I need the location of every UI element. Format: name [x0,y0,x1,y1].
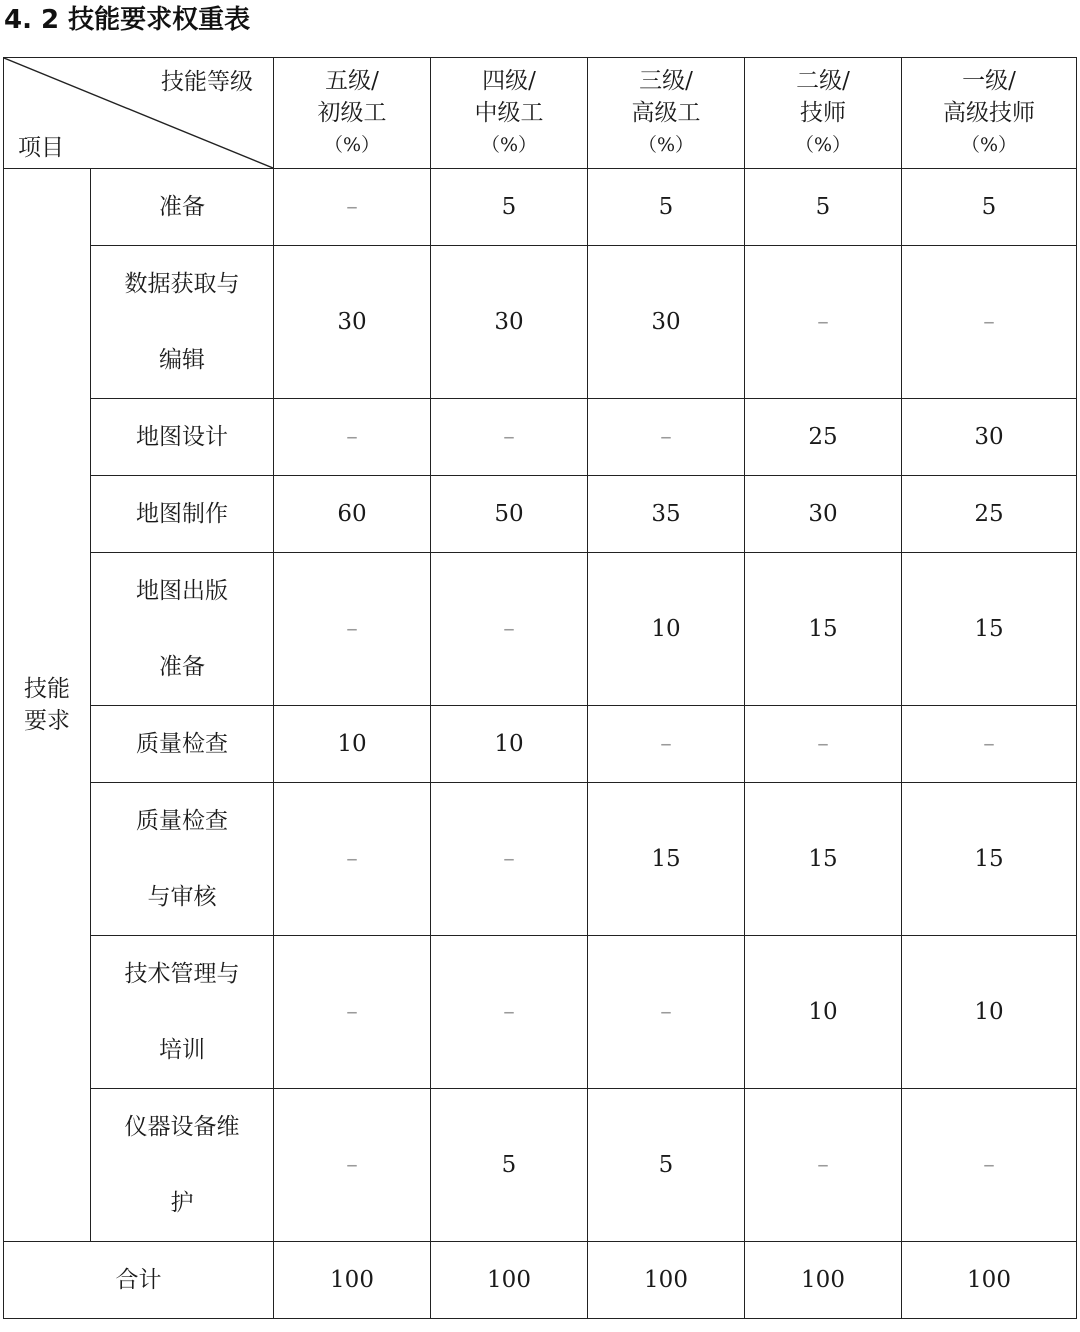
diagonal-header-cell [4,58,274,169]
weight-cell: – [274,553,431,706]
weight-cell: – [588,936,745,1089]
level-header-line1: 三级/ [639,68,693,94]
item-name: 质量检查 [136,731,228,757]
item-name: 数据获取与 [124,271,240,297]
weight-cell: 5 [431,1089,588,1242]
item-name-cell [91,399,274,476]
weight-cell: 15 [902,783,1077,936]
table-row [4,246,1077,399]
level-header-line2: 高级技师 [943,100,1035,126]
skill-level-label: 技能等级 [161,69,253,95]
weight-cell: – [431,936,588,1089]
level-header-4 [745,58,902,169]
skill-weight-table [3,57,1077,1319]
table-row [4,553,1077,706]
level-header-line2: 高级工 [631,100,701,126]
table-row [4,936,1077,1089]
total-cell: 100 [902,1242,1077,1319]
weight-cell: 25 [902,476,1077,553]
item-name-cell [91,783,274,936]
weight-cell: – [745,246,902,399]
weight-cell: – [745,706,902,783]
level-header-line1: 五级/ [325,68,379,94]
weight-cell: – [274,1089,431,1242]
table-row [4,706,1077,783]
table-row [4,476,1077,553]
group-label: 技能 [24,676,70,702]
weight-cell: 10 [745,936,902,1089]
level-header-line2: 初级工 [317,100,387,126]
level-header-3 [588,58,745,169]
weight-cell: 5 [902,169,1077,246]
item-name: 质量检查 [136,808,228,834]
item-name: 与审核 [147,884,217,910]
level-header-unit: （%） [480,134,538,156]
page-title: 4. 2 技能要求权重表 [4,5,251,35]
group-label: 要求 [24,708,70,734]
weight-cell: 25 [745,399,902,476]
weight-cell: 30 [902,399,1077,476]
item-name: 地图设计 [136,424,228,450]
weight-cell: – [431,783,588,936]
level-header-1 [274,58,431,169]
item-name: 编辑 [159,347,205,373]
weight-cell: 60 [274,476,431,553]
item-name-cell [91,706,274,783]
weight-cell: 10 [588,553,745,706]
item-name-cell [91,476,274,553]
level-header-unit: （%） [960,134,1018,156]
level-header-line1: 四级/ [482,68,536,94]
item-name: 仪器设备维 [124,1114,240,1140]
total-cell: 100 [274,1242,431,1319]
level-header-5 [902,58,1077,169]
weight-cell: 15 [745,783,902,936]
level-header-line2: 中级工 [474,100,544,126]
level-header-line1: 二级/ [796,68,850,94]
weight-cell: – [274,169,431,246]
weight-cell: – [588,706,745,783]
total-row [4,1242,1077,1319]
item-label: 项目 [18,135,64,161]
weight-cell: 5 [588,1089,745,1242]
item-name: 地图制作 [136,501,228,527]
total-label: 合计 [4,1242,274,1319]
total-cell: 100 [431,1242,588,1319]
weight-cell: – [902,706,1077,783]
weight-cell: – [431,399,588,476]
item-name: 地图出版 [136,578,228,604]
item-name: 准备 [159,654,205,680]
level-header-unit: （%） [794,134,852,156]
item-name-cell [91,936,274,1089]
total-cell: 100 [745,1242,902,1319]
table-row [4,169,1077,246]
weight-cell: 10 [274,706,431,783]
weight-cell: – [274,399,431,476]
total-cell: 100 [588,1242,745,1319]
weight-cell: 30 [431,246,588,399]
level-header-unit: （%） [637,134,695,156]
item-name: 护 [170,1190,194,1216]
table-row [4,1089,1077,1242]
weight-cell: 35 [588,476,745,553]
item-name-cell [91,1089,274,1242]
weight-cell: 5 [745,169,902,246]
weight-cell: – [588,399,745,476]
level-header-unit: （%） [323,134,381,156]
weight-cell: 10 [431,706,588,783]
weight-cell: – [745,1089,902,1242]
header-row [4,58,1077,169]
weight-cell: – [902,1089,1077,1242]
item-name-cell [91,169,274,246]
weight-cell: 5 [588,169,745,246]
level-header-line1: 一级/ [962,68,1016,94]
level-header-2 [431,58,588,169]
weight-cell: – [902,246,1077,399]
weight-cell: – [431,553,588,706]
weight-cell: 30 [745,476,902,553]
weight-cell: 30 [274,246,431,399]
group-label-cell [4,169,91,1242]
level-header-line2: 技师 [800,100,846,126]
item-name: 技术管理与 [124,961,240,987]
weight-cell: 15 [745,553,902,706]
weight-cell: 50 [431,476,588,553]
weight-cell: 30 [588,246,745,399]
item-name: 准备 [159,194,205,220]
weight-cell: 15 [588,783,745,936]
weight-cell: – [274,936,431,1089]
weight-cell: – [274,783,431,936]
table-row [4,783,1077,936]
weight-cell: 15 [902,553,1077,706]
weight-cell: 10 [902,936,1077,1089]
weight-cell: 5 [431,169,588,246]
table-row [4,399,1077,476]
item-name-cell [91,246,274,399]
item-name: 培训 [159,1037,205,1063]
item-name-cell [91,553,274,706]
